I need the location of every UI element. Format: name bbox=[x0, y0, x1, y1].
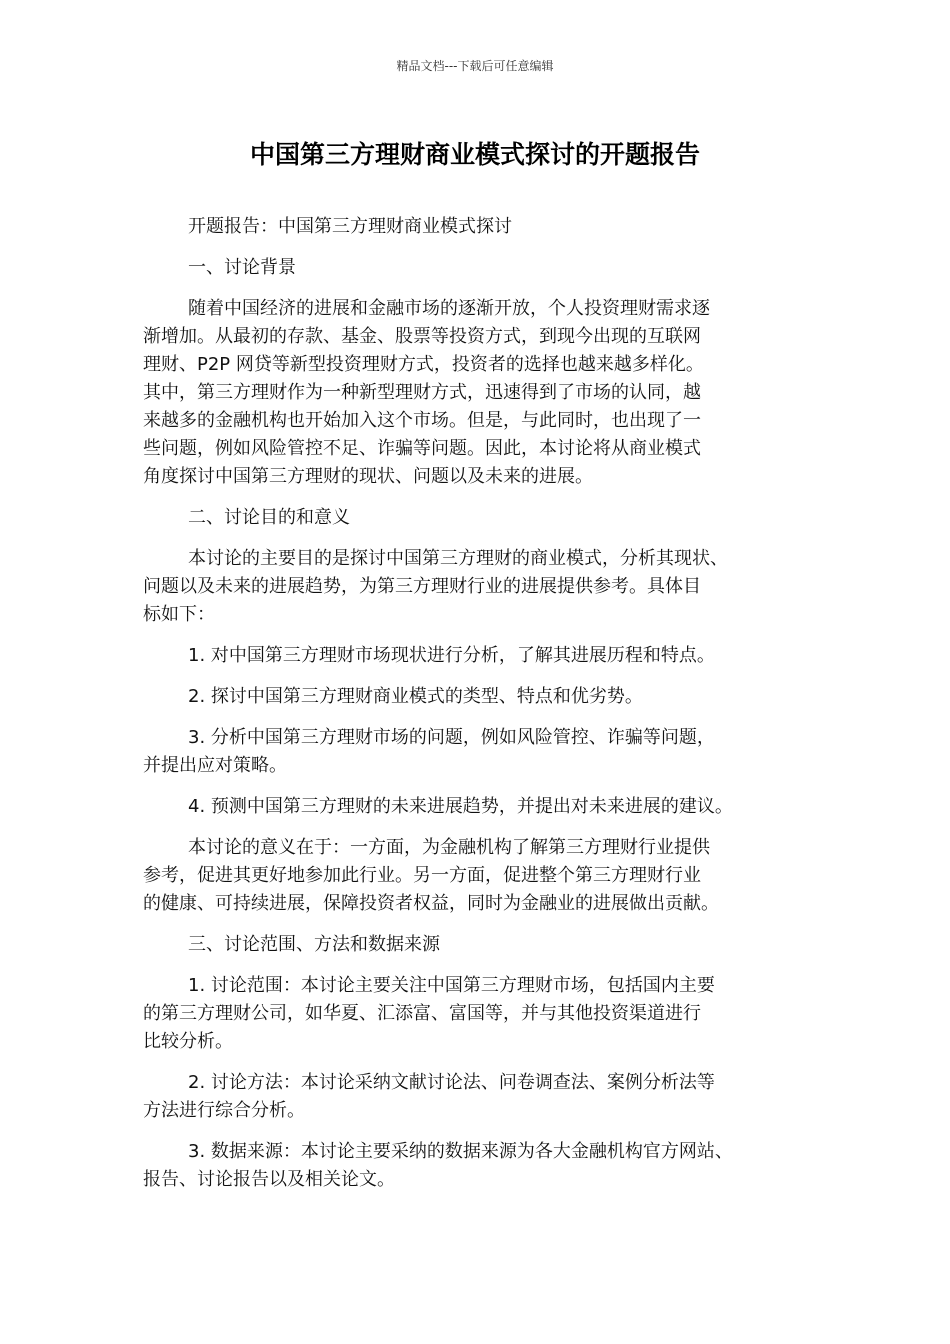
paragraph-line: 标如下： bbox=[143, 604, 215, 625]
document-title: 中国第三方理财商业模式探讨的开题报告 bbox=[249, 140, 700, 169]
paragraph bbox=[143, 972, 815, 1056]
paragraph-line: 问题以及未来的进展趋势，为第三方理财行业的进展提供参考。具体目 bbox=[143, 576, 701, 597]
paragraph-line: 的第三方理财公司，如华夏、汇添富、富国等，并与其他投资渠道进行 bbox=[143, 1003, 701, 1024]
paragraph-line: 的健康、可持续进展，保障投资者权益，同时为金融业的进展做出贡献。 bbox=[143, 893, 719, 914]
paragraph bbox=[143, 834, 815, 918]
paragraph-line: 一、讨论背景 bbox=[188, 257, 296, 278]
paragraph-line: 比较分析。 bbox=[143, 1031, 233, 1052]
paragraph-line: 理财、P2P 网贷等新型投资理财方式，投资者的选择也越来越多样化。 bbox=[143, 354, 704, 375]
document-body bbox=[143, 213, 815, 1207]
header-note: 精品文档---下载后可任意编辑 bbox=[396, 59, 554, 73]
paragraph bbox=[143, 931, 815, 959]
paragraph-line: 4. 预测中国第三方理财的未来进展趋势，并提出对未来进展的建议。 bbox=[188, 796, 733, 817]
paragraph bbox=[143, 793, 815, 821]
paragraph bbox=[143, 295, 815, 491]
paragraph-line: 开题报告：中国第三方理财商业模式探讨 bbox=[188, 216, 512, 237]
paragraph bbox=[143, 254, 815, 282]
paragraph-line: 方法进行综合分析。 bbox=[143, 1100, 305, 1121]
paragraph bbox=[143, 1069, 815, 1125]
paragraph-line: 参考，促进其更好地参加此行业。另一方面，促进整个第三方理财行业 bbox=[143, 865, 701, 886]
paragraph bbox=[143, 642, 815, 670]
paragraph-line: 角度探讨中国第三方理财的现状、问题以及未来的进展。 bbox=[143, 466, 593, 487]
paragraph bbox=[143, 1138, 815, 1194]
paragraph-line: 本讨论的主要目的是探讨中国第三方理财的商业模式，分析其现状、 bbox=[188, 548, 728, 569]
paragraph bbox=[143, 724, 815, 780]
paragraph-line: 3. 分析中国第三方理财市场的问题，例如风险管控、诈骗等问题， bbox=[188, 727, 715, 748]
paragraph-line: 二、讨论目的和意义 bbox=[188, 507, 350, 528]
paragraph bbox=[143, 504, 815, 532]
paragraph-line: 渐增加。从最初的存款、基金、股票等投资方式，到现今出现的互联网 bbox=[143, 326, 701, 347]
paragraph bbox=[143, 213, 815, 241]
paragraph-line: 些问题，例如风险管控不足、诈骗等问题。因此，本讨论将从商业模式 bbox=[143, 438, 701, 459]
paragraph-line: 1. 对中国第三方理财市场现状进行分析，了解其进展历程和特点。 bbox=[188, 645, 715, 666]
paragraph bbox=[143, 683, 815, 711]
paragraph-line: 三、讨论范围、方法和数据来源 bbox=[188, 934, 440, 955]
paragraph-line: 并提出应对策略。 bbox=[143, 755, 287, 776]
paragraph-line: 报告、讨论报告以及相关论文。 bbox=[143, 1169, 395, 1190]
paragraph-line: 其中，第三方理财作为一种新型理财方式，迅速得到了市场的认同，越 bbox=[143, 382, 701, 403]
paragraph-line: 2. 讨论方法：本讨论采纳文献讨论法、问卷调查法、案例分析法等 bbox=[188, 1072, 715, 1093]
paragraph-line: 来越多的金融机构也开始加入这个市场。但是，与此同时，也出现了一 bbox=[143, 410, 701, 431]
paragraph-line: 3. 数据来源：本讨论主要采纳的数据来源为各大金融机构官方网站、 bbox=[188, 1141, 733, 1162]
paragraph-line: 随着中国经济的进展和金融市场的逐渐开放，个人投资理财需求逐 bbox=[188, 298, 710, 319]
paragraph bbox=[143, 545, 815, 629]
paragraph-line: 2. 探讨中国第三方理财商业模式的类型、特点和优劣势。 bbox=[188, 686, 643, 707]
paragraph-line: 本讨论的意义在于：一方面，为金融机构了解第三方理财行业提供 bbox=[188, 837, 710, 858]
paragraph-line: 1. 讨论范围：本讨论主要关注中国第三方理财市场，包括国内主要 bbox=[188, 975, 715, 996]
